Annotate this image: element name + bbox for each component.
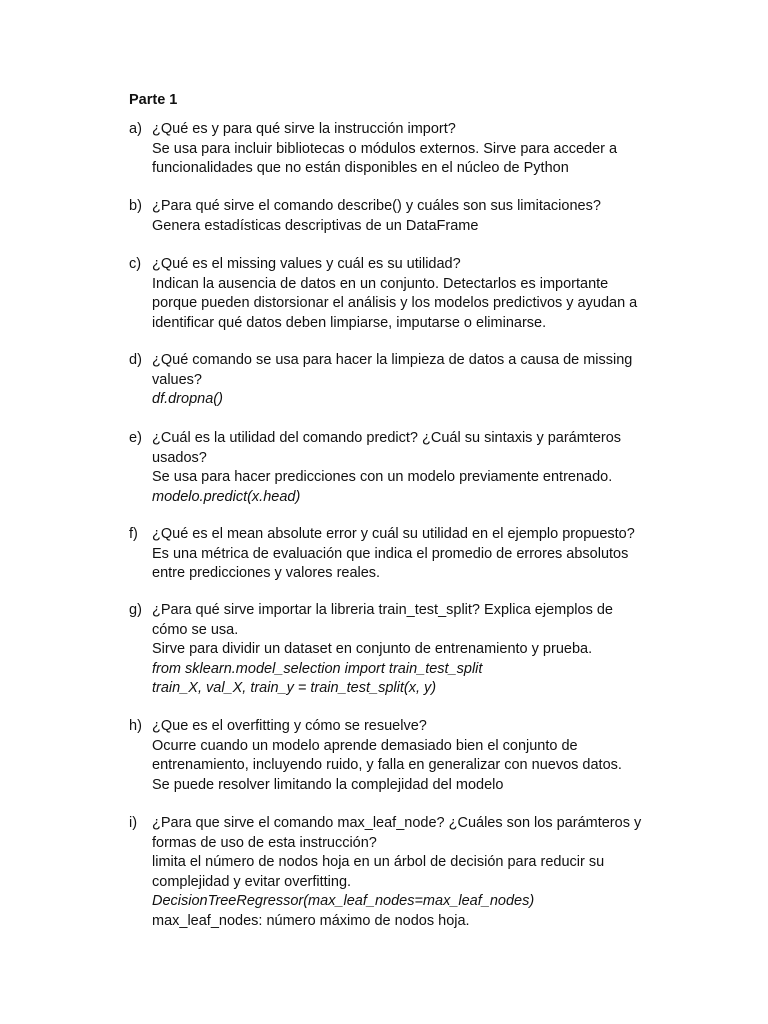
answer-text: entre predicciones y valores reales.: [152, 565, 381, 581]
question-text: ¿Qué es el mean absolute error y cuál su utilidad en el ejemplo propuesto?: [152, 526, 635, 542]
item-marker: h): [129, 718, 142, 734]
question-text: ¿Para qué sirve el comando describe() y cuáles son sus limitaciones?: [152, 198, 601, 214]
question-item: [129, 255, 689, 333]
item-body: [152, 255, 689, 333]
item-body: [152, 429, 689, 507]
answer-text: max_leaf_nodes: número máximo de nodos hoja.: [152, 912, 470, 929]
answer-text: Se puede resolver limitando la complejidad del modelo: [152, 776, 504, 793]
question-text: ¿Que es el overfitting y cómo se resuelve?: [152, 718, 427, 734]
answer-text: identificar qué datos deben limpiarse, imputarse o eliminarse.: [152, 314, 547, 331]
item-body: [152, 351, 689, 410]
item-body: [152, 814, 689, 931]
question-item: [129, 351, 689, 410]
answer-text: limita el número de nodos hoja en un árbol de decisión para reducir su: [152, 854, 605, 870]
item-body: [152, 601, 689, 699]
item-marker: g): [129, 602, 142, 618]
item-marker: f): [129, 526, 138, 542]
answer-text: Genera estadísticas descriptivas de un DataFrame: [152, 217, 479, 234]
page-title: Parte 1: [129, 92, 178, 108]
answer-text: Sirve para dividir un dataset en conjunto de entrenamiento y prueba.: [152, 641, 593, 657]
question-item: [129, 717, 689, 795]
answer-text: Se usa para incluir bibliotecas o módulos externos. Sirve para acceder a: [152, 140, 618, 157]
answer-text: complejidad y evitar overfitting.: [152, 873, 352, 890]
code-snippet: modelo.predict(x.head): [152, 488, 301, 505]
question-text: cómo se usa.: [152, 621, 239, 638]
item-marker: b): [129, 198, 142, 214]
item-body: [152, 525, 689, 584]
item-marker: e): [129, 430, 142, 446]
answer-text: Ocurre cuando un modelo aprende demasiado bien el conjunto de: [152, 737, 578, 754]
item-marker: c): [129, 256, 142, 272]
answer-text: Indican la ausencia de datos en un conjunto. Detectarlos es importante: [152, 275, 609, 292]
question-item: [129, 429, 689, 507]
code-snippet: from sklearn.model_selection import train_test_split: [152, 660, 483, 677]
answer-text: Es una métrica de evaluación que indica el promedio de errores absolutos: [152, 545, 629, 562]
question-text: ¿Qué comando se usa para hacer la limpieza de datos a causa de missing: [152, 352, 633, 368]
item-body: [152, 120, 689, 179]
question-text: ¿Qué es y para qué sirve la instrucción import?: [152, 121, 456, 137]
question-item: [129, 814, 689, 931]
item-body: [152, 717, 689, 795]
question-text: ¿Qué es el missing values y cuál es su utilidad?: [152, 256, 461, 272]
code-snippet: train_X, val_X, train_y = train_test_split(x, y): [152, 680, 437, 696]
question-item: [129, 601, 689, 699]
code-snippet: df.dropna(): [152, 391, 223, 407]
question-item: [129, 120, 689, 179]
answer-text: Se usa para hacer predicciones con un modelo previamente entrenado.: [152, 469, 613, 485]
item-marker: d): [129, 352, 142, 368]
answer-text: entrenamiento, incluyendo ruido, y falla en generalizar con nuevos datos.: [152, 757, 622, 773]
question-text: ¿Cuál es la utilidad del comando predict? ¿Cuál su sintaxis y parámteros: [152, 430, 622, 446]
answer-text: porque pueden distorsionar el análisis y los modelos predictivos y ayudan a: [152, 295, 638, 311]
question-text: values?: [152, 371, 202, 388]
item-marker: i): [129, 815, 138, 831]
code-snippet: DecisionTreeRegressor(max_leaf_nodes=max_leaf_nodes): [152, 893, 535, 909]
question-item: [129, 525, 689, 584]
question-text: usados?: [152, 449, 207, 466]
question-text: formas de uso de esta instrucción?: [152, 834, 377, 851]
item-marker: a): [129, 121, 142, 137]
answer-text: funcionalidades que no están disponibles en el núcleo de Python: [152, 160, 569, 176]
question-text: ¿Para que sirve el comando max_leaf_node? ¿Cuáles son los parámteros y: [152, 815, 642, 831]
item-body: [152, 197, 689, 236]
question-text: ¿Para qué sirve importar la libreria train_test_split? Explica ejemplos de: [152, 602, 613, 618]
question-item: [129, 197, 689, 236]
